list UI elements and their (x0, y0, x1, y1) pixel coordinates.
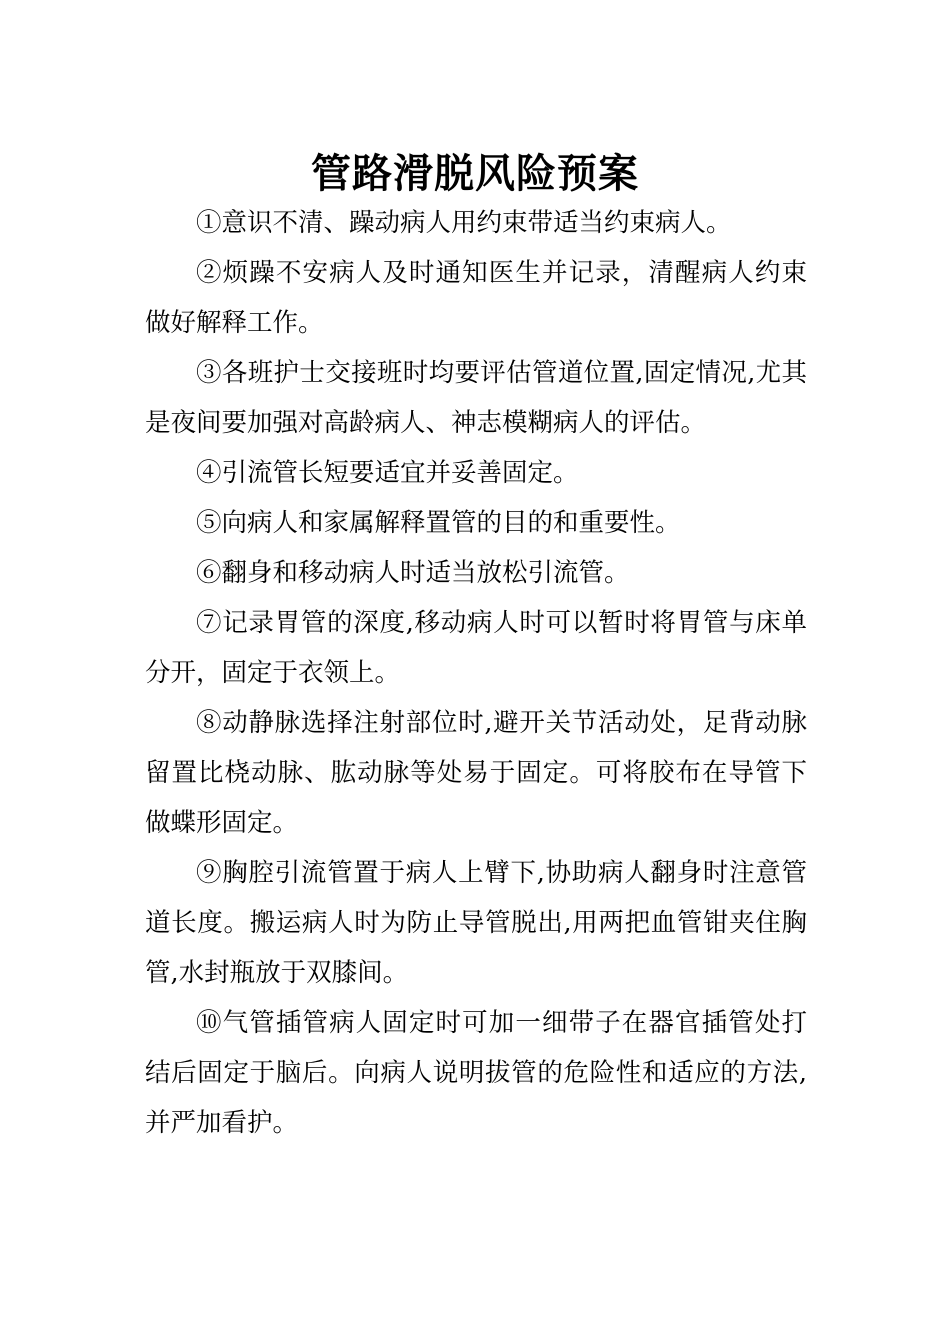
document-body (145, 198, 807, 1148)
page-title: 管路滑脱风险预案 (311, 150, 639, 197)
paragraph-9: ⑨胸腔引流管置于病人上臂下,协助病人翻身时注意管道长度。搬运病人时为防止导管脱出,用两把血管钳夹住胸管,水封瓶放于双膝间。 (145, 858, 807, 988)
paragraph-10: ⑩气管插管病人固定时可加一细带子在器官插管处打结后固定于脑后。向病人说明拔管的危险性和适应的方法,并严加看护。 (145, 1008, 807, 1138)
paragraph-2: ②烦躁不安病人及时通知医生并记录，清醒病人约束做好解释工作。 (145, 258, 807, 338)
paragraph-4: ④引流管长短要适宜并妥善固定。 (196, 458, 579, 488)
paragraph-1: ①意识不清、躁动病人用约束带适当约束病人。 (196, 208, 732, 238)
paragraph-5: ⑤向病人和家属解释置管的目的和重要性。 (196, 508, 681, 538)
paragraph-8: ⑧动静脉选择注射部位时,避开关节活动处，足背动脉留置比桡动脉、肱动脉等处易于固定。可将胶布在导管下做蝶形固定。 (145, 708, 807, 838)
paragraph-3: ③各班护士交接班时均要评估管道位置,固定情况,尤其是夜间要加强对高龄病人、神志模糊病人的评估。 (145, 358, 807, 438)
paragraph-7: ⑦记录胃管的深度,移动病人时可以暂时将胃管与床单分开，固定于衣领上。 (145, 608, 807, 688)
paragraph-6: ⑥翻身和移动病人时适当放松引流管。 (196, 558, 630, 588)
